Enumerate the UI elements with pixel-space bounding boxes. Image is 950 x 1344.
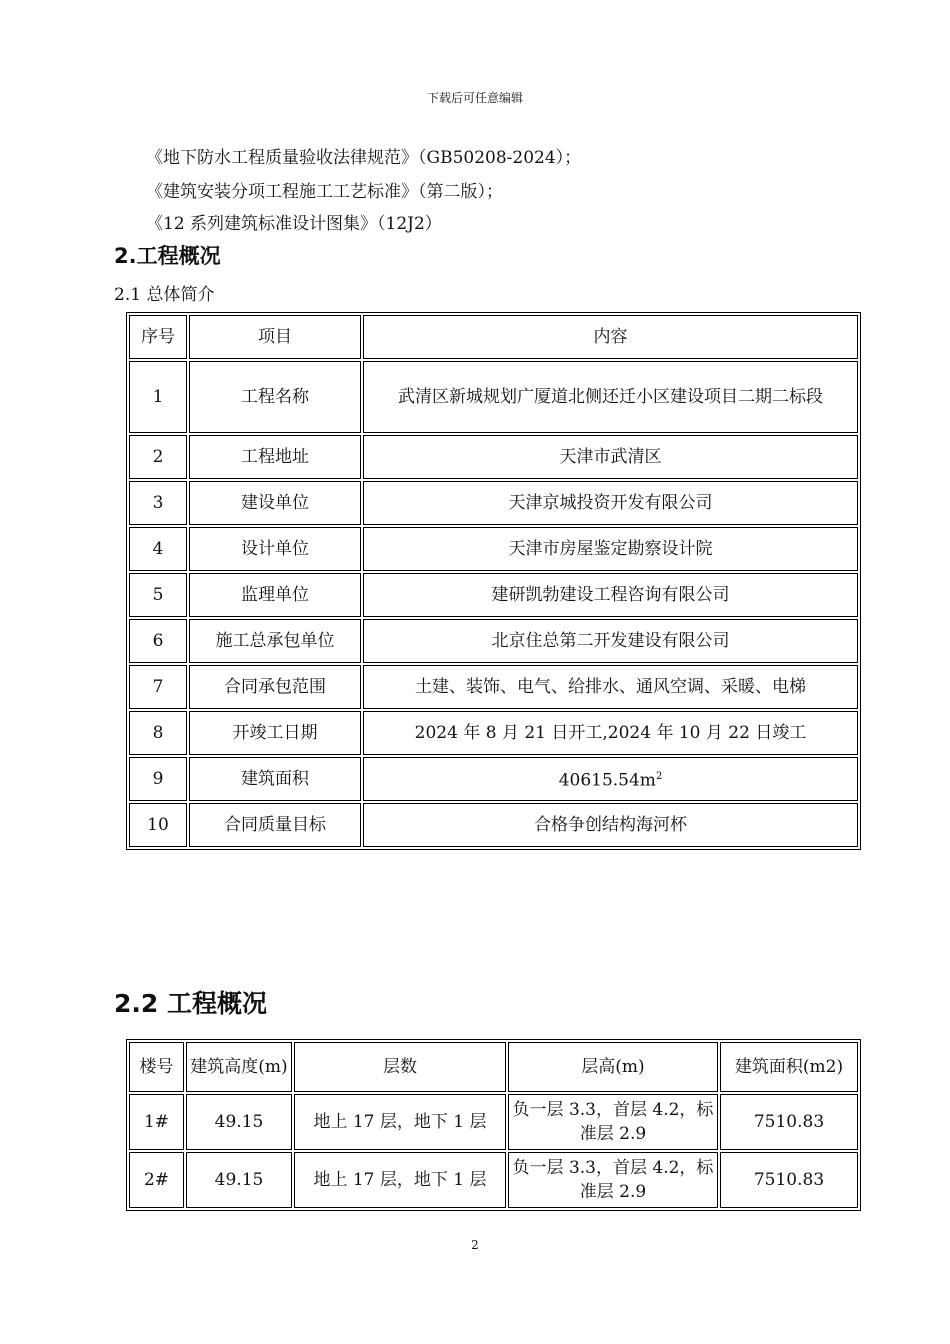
table-header-row [129, 315, 858, 359]
table-cell: 监理单位 [189, 573, 361, 617]
standard-item: 《建筑安装分项工程施工工艺标准》（第二版）； [146, 182, 503, 202]
table-row [129, 481, 858, 525]
table-cell: 天津市武清区 [363, 435, 858, 479]
table-cell: 设计单位 [189, 527, 361, 571]
table-row [129, 665, 858, 709]
table-cell: 2024 年 8 月 21 日开工,2024 年 10 月 22 日竣工 [363, 711, 858, 755]
table-header-cell: 建筑面积(m2) [720, 1042, 858, 1092]
table-row [129, 619, 858, 663]
table-row [129, 757, 858, 801]
table-cell: 1 [129, 361, 187, 433]
table-cell: 天津京城投资开发有限公司 [363, 481, 858, 525]
area-unit-superscript: 2 [655, 771, 663, 783]
table-cell: 建研凯勃建设工程咨询有限公司 [363, 573, 858, 617]
table-cell: 9 [129, 757, 187, 801]
table-row [129, 573, 858, 617]
table-cell: 北京住总第二开发建设有限公司 [363, 619, 858, 663]
table-cell [363, 757, 858, 801]
table-cell: 5 [129, 573, 187, 617]
table-cell: 合同承包范围 [189, 665, 361, 709]
table-cell: 地上 17 层，地下 1 层 [294, 1152, 506, 1208]
subsection-heading: 2.1 总体简介 [114, 285, 215, 305]
table-cell: 施工总承包单位 [189, 619, 361, 663]
table-header-cell: 项目 [189, 315, 361, 359]
table-cell: 武清区新城规划广厦道北侧还迁小区建设项目二期二标段 [363, 361, 858, 433]
table-cell: 49.15 [186, 1152, 292, 1208]
table-header-cell: 内容 [363, 315, 858, 359]
area-value: 40615.54m [558, 770, 656, 791]
project-overview-table [126, 312, 861, 850]
table-header-cell: 层数 [294, 1042, 506, 1092]
table-header-cell: 建筑高度(m) [186, 1042, 292, 1092]
table-cell: 8 [129, 711, 187, 755]
table-cell: 开竣工日期 [189, 711, 361, 755]
table-cell: 4 [129, 527, 187, 571]
table-row [129, 1152, 858, 1208]
table-cell: 地上 17 层，地下 1 层 [294, 1094, 506, 1150]
table-cell: 7510.83 [720, 1152, 858, 1208]
table-header-row [129, 1042, 858, 1092]
table-cell: 土建、装饰、电气、给排水、通风空调、采暖、电梯 [363, 665, 858, 709]
page-number: 2 [471, 1238, 479, 1252]
table-cell: 建设单位 [189, 481, 361, 525]
table-cell: 负一层 3.3，首层 4.2，标准层 2.9 [508, 1094, 718, 1150]
table-cell: 工程地址 [189, 435, 361, 479]
table-header-cell: 楼号 [129, 1042, 184, 1092]
section-heading: 2.2 工程概况 [114, 989, 267, 1018]
table-cell: 7510.83 [720, 1094, 858, 1150]
table-cell: 2# [129, 1152, 184, 1208]
building-overview-table [126, 1039, 861, 1211]
table-cell: 合同质量目标 [189, 803, 361, 847]
table-cell: 6 [129, 619, 187, 663]
table-cell: 10 [129, 803, 187, 847]
standard-item: 《12 系列建筑标准设计图集》（12J2） [146, 214, 442, 234]
table-row [129, 803, 858, 847]
table-header-cell: 层高(m) [508, 1042, 718, 1092]
table-cell: 工程名称 [189, 361, 361, 433]
table-cell: 7 [129, 665, 187, 709]
section-heading: 2.工程概况 [114, 244, 221, 268]
table-cell: 49.15 [186, 1094, 292, 1150]
table-cell: 负一层 3.3，首层 4.2，标准层 2.9 [508, 1152, 718, 1208]
table-cell: 2 [129, 435, 187, 479]
table-cell: 3 [129, 481, 187, 525]
table-row [129, 1094, 858, 1150]
table-cell: 1# [129, 1094, 184, 1150]
table-row [129, 361, 858, 433]
table-cell: 合格争创结构海河杯 [363, 803, 858, 847]
standard-item: 《地下防水工程质量验收法律规范》（GB50208-2024）； [146, 148, 582, 168]
page-header-note: 下载后可任意编辑 [426, 91, 523, 105]
table-row [129, 711, 858, 755]
table-header-cell: 序号 [129, 315, 187, 359]
table-cell: 天津市房屋鉴定勘察设计院 [363, 527, 858, 571]
table-row [129, 527, 858, 571]
table-row [129, 435, 858, 479]
table-cell: 建筑面积 [189, 757, 361, 801]
